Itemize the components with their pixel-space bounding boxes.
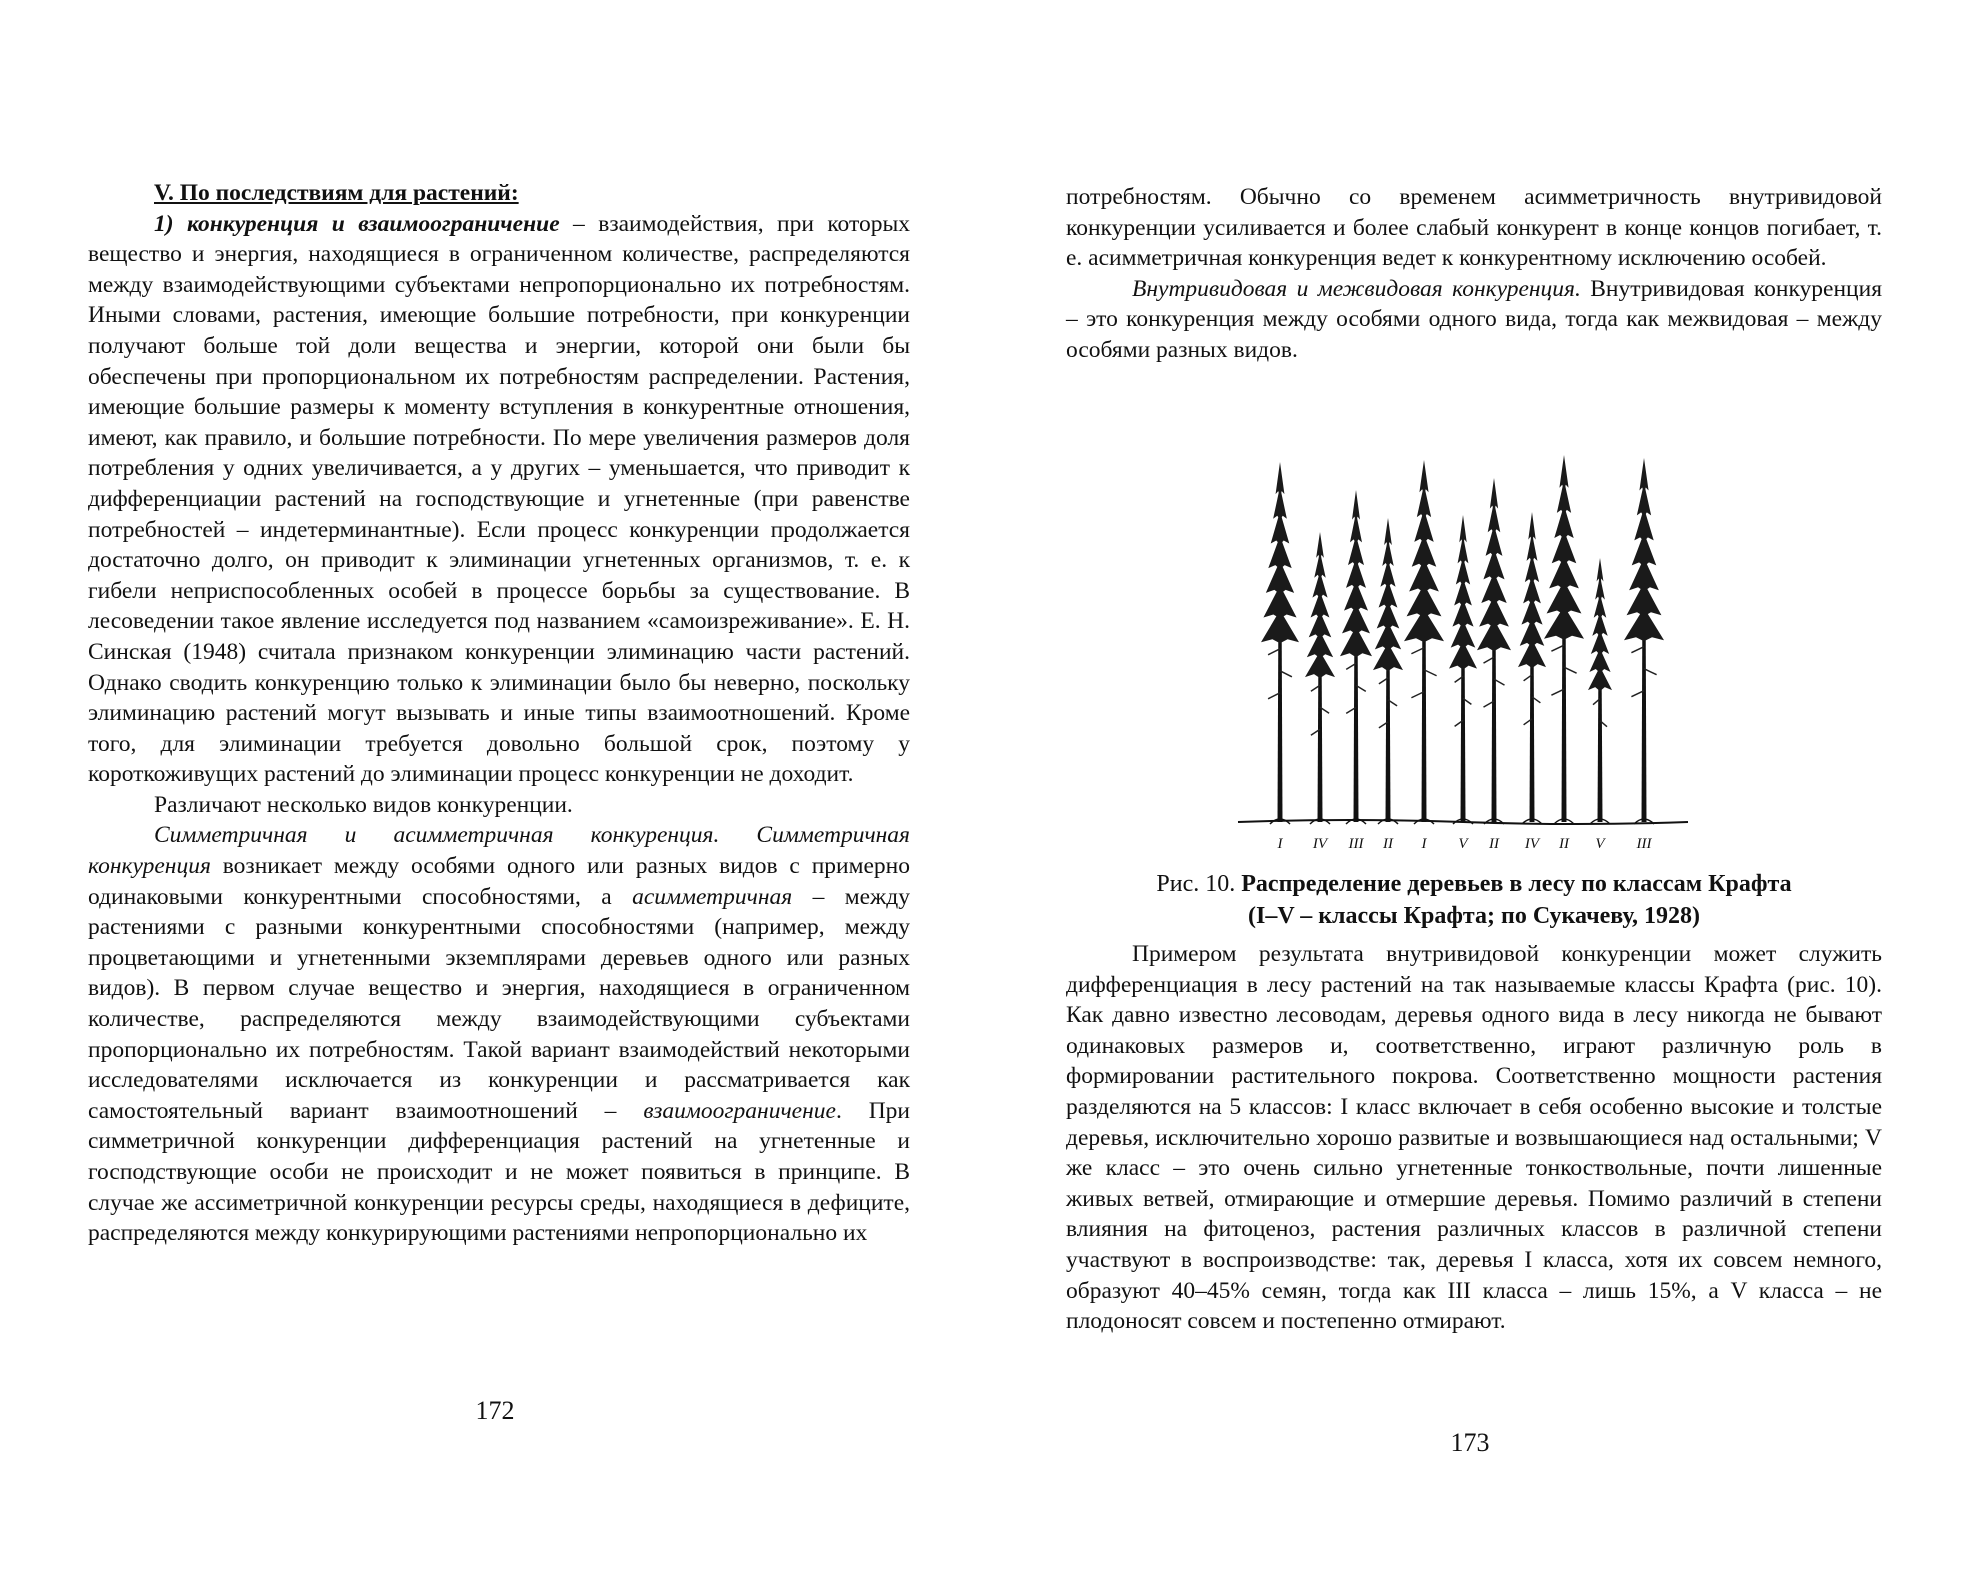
caption-title: Распределение деревьев в лесу по классам Крафта <box>1241 871 1792 897</box>
caption-subtitle: (I–V – классы Крафта; по Сукачеву, 1928) <box>1248 903 1700 929</box>
figure-kraft-classes <box>1228 440 1698 860</box>
tree-branch <box>1268 649 1280 655</box>
tree-class-label: V <box>1595 836 1605 852</box>
term-asymmetric: асимметричная <box>632 883 793 910</box>
tree-branch <box>1631 647 1644 653</box>
tree-branch <box>1411 648 1424 654</box>
paragraph-continuation: потребностям. Обычно со временем асимметричность внутривидовой конкуренции усиливается и более слабый конкурент в конце концов погибает, т. е. асимметричная конкуренция ведет к конкурентному исключению особей. <box>1066 184 1882 272</box>
tree-branch <box>1424 670 1437 676</box>
paragraph-kraft: Примером результата внутривидовой конкуренции может служить дифференциация в лесу растений на так называемые классы Крафта (рис. 10). Как давно известно лесоводам, деревья одного вида в лесу никогда не бывают одинаковых размеров и, соответственно, играют различную роль в формировании растительного покрова. Соответственно мощности растения разделяются на 5 классов: I класс включает в себя особенно высокие и толстые деревья, исключительно хорошо развитые и возвышающиеся над остальными; V же класс – это очень сильно угнетенные тонкоствольные, почти лишенные живых ветвей, отмирающие и отмершие деревья. Помимо различий в степени влияния на фитоценоз, растения различных классов в различной степени участвуют в воспроизводстве: так, деревья I класса, хотя их совсем немного, образуют 40–45% семян, тогда как III класса – лишь 15%, а V класса – не плодоносят совсем и постепенно отмирают. <box>1066 941 1882 1335</box>
tree-class-label: IV <box>1312 836 1328 852</box>
tree-branch <box>1551 645 1564 651</box>
tree-class-label: II <box>1489 836 1499 852</box>
tree-class-label: I <box>1277 836 1283 852</box>
tree-11 <box>1624 458 1664 852</box>
paragraph-kinds: Различают несколько видов конкуренции. <box>154 791 573 818</box>
tree-2 <box>1305 532 1335 852</box>
section-heading: V. По последствиям для растений: <box>154 180 519 206</box>
tree-3 <box>1340 490 1372 852</box>
tree-1 <box>1261 462 1299 852</box>
figure-caption <box>1066 868 1882 932</box>
tree-branch <box>1644 669 1657 675</box>
left-page-text <box>88 178 910 1249</box>
page-number-left: 172 <box>475 1396 515 1425</box>
right-page-text-lower <box>1066 939 1882 1337</box>
term-symmetric: Симметричная и асимметричная конкуренция. Симметричная конкуренция <box>88 822 910 880</box>
paragraph-competition: 1) конкуренция и взаимоограничение – взаимодействия, при которых вещество и энергия, находящиеся в ограниченном количестве, распределяются между взаимодействующими субъектами непропорционально их потребностям. Иными словами, растения, имеющие большие потребности, при конкуренции получают больше той доли вещества и энергии, которой они были бы обеспечены при пропорциональном их потребностям распределении. Растения, имеющие большие размеры к моменту вступления в конкурентные отношения, имеют, как правило, и большие потребности. По мере увеличения размеров доля потребления у одних увеличивается, а у других – уменьшается, что приводит к дифференциации растений на господствующие и угнетенные (при равенстве потребностей – индетерминантные). Если процесс конкуренции продолжается достаточно долго, он приводит к элиминации угнетенных организмов, т. е. к гибели неприспособленных особей в процессе борьбы за существование. В лесоведении такое явление исследуется под названием «самоизреживание». Е. Н. Синская (1948) считала признаком конкуренции элиминацию части растений. Однако сводить конкуренцию только к элиминации было бы неверно, поскольку элиминацию растений могут вызывать и иные типы взаимоотношений. Кроме того, для элиминации требуется довольно большой срок, поэтому у короткоживущих растений до элиминации процесс конкуренции не доходит. <box>88 210 910 788</box>
tree-class-label: II <box>1559 836 1569 852</box>
tree-class-label: II <box>1383 836 1393 852</box>
tree-class-label: V <box>1458 836 1468 852</box>
paragraph-intraspecific: Внутривидовая и межвидовая конкуренция. Внутривидовая конкуренция – это конкуренция между особями одного вида, тогда как межвидовая – между особями разных видов. <box>1066 275 1882 363</box>
tree-class-label: IV <box>1524 836 1540 852</box>
tree-branch <box>1564 667 1577 673</box>
paragraph-symmetric: Симметричная и асимметричная конкуренция. Симметричная конкуренция возникает между особями одного или разных видов с примерно одинаковыми конкурентными способностями, а асимметричная – между растениями с разными конкурентными способностями (например, между процветающими и угнетенными экземплярами деревьев одного или разных видов). В первом случае вещество и энергия, находящиеся в ограниченном количестве, распределяются между взаимодействующими субъектами пропорционально их потребностям. Такой вариант взаимодействий некоторыми исследователями исключается из конкуренции и рассматривается как самостоятельный вариант взаимоотношений – взаимоограничение. При симметричной конкуренции дифференциация растений на угнетенные и господствующие особи не происходит и не может появиться в принципе. В случае же ассиметричной конкуренции ресурсы среды, находящиеся в дефиците, распределяются между конкурирующими растениями непропорционально их <box>88 822 910 1247</box>
tree-7 <box>1477 478 1511 852</box>
right-page-text-upper <box>1066 182 1882 366</box>
term-competition: 1) конкуренция и взаимоограничение <box>154 210 560 237</box>
tree-6 <box>1449 515 1477 852</box>
term-mutual-limitation: взаимоограничение <box>643 1097 836 1124</box>
tree-class-label: III <box>1636 836 1652 852</box>
page-number-right: 173 <box>1450 1428 1490 1457</box>
tree-8 <box>1518 512 1546 852</box>
tree-4 <box>1373 518 1403 852</box>
tree-class-label: III <box>1348 836 1364 852</box>
tree-5 <box>1404 460 1444 852</box>
term-intraspecific: Внутривидовая и межвидовая конкуренция. <box>1132 275 1581 302</box>
tree-class-label: I <box>1421 836 1427 852</box>
tree-9 <box>1544 455 1584 852</box>
caption-prefix: Рис. 10. <box>1156 871 1242 897</box>
tree-10 <box>1588 558 1612 852</box>
forest-illustration <box>1228 440 1698 860</box>
